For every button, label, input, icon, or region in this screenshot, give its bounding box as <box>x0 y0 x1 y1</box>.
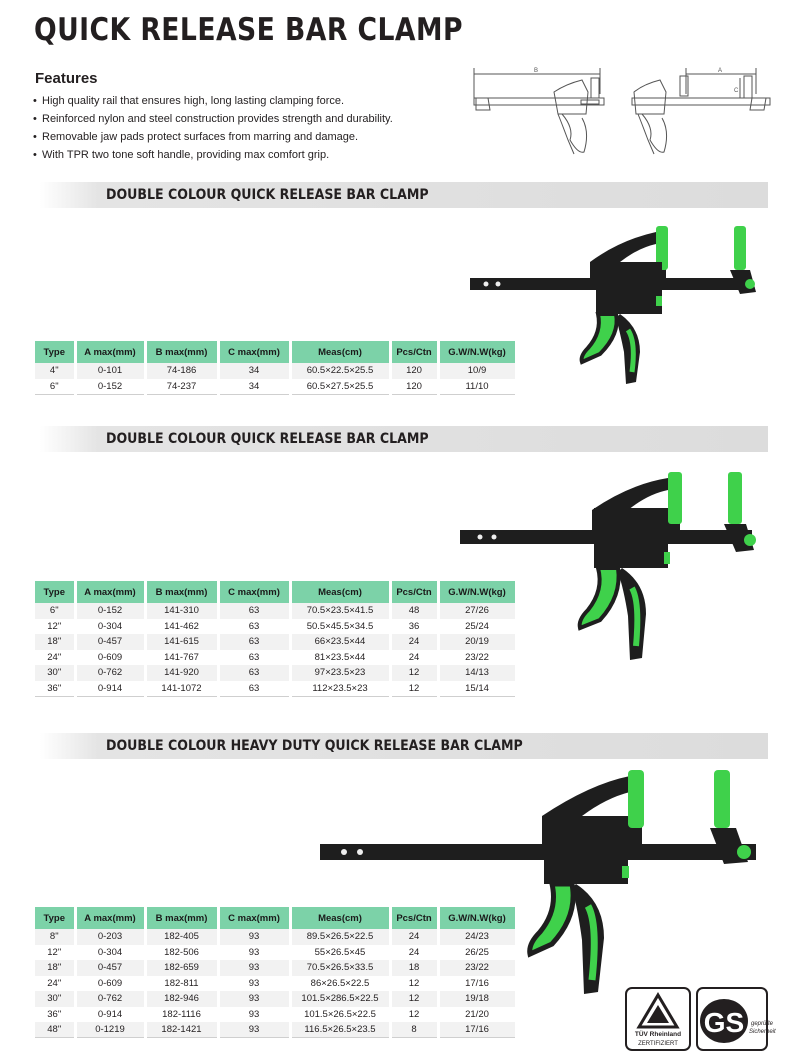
table-cell: 0-609 <box>75 976 145 992</box>
table-cell: 0-304 <box>75 945 145 961</box>
table-cell: 34 <box>218 363 290 379</box>
table-cell: 0-457 <box>75 634 145 650</box>
section-bar-3 <box>40 733 768 759</box>
table-cell: 101.5×26.5×22.5 <box>290 1007 390 1023</box>
table-cell: 0-304 <box>75 619 145 635</box>
table-cell: 182-506 <box>145 945 218 961</box>
table-cell: 0-152 <box>75 379 145 395</box>
table-cell: 25/24 <box>438 619 516 635</box>
table-cell: 70.5×23.5×41.5 <box>290 603 390 619</box>
column-header: C max(mm) <box>218 581 290 603</box>
table-cell: 70.5×26.5×33.5 <box>290 960 390 976</box>
table-cell: 21/20 <box>438 1007 516 1023</box>
table-cell: 101.5×286.5×22.5 <box>290 991 390 1007</box>
table-cell: 12" <box>35 945 75 961</box>
table-cell: 93 <box>218 991 290 1007</box>
table-cell: 74-237 <box>145 379 218 395</box>
table-row <box>35 1007 516 1023</box>
dimension-diagram-ac <box>626 62 776 172</box>
table-cell: 93 <box>218 1007 290 1023</box>
section-bar-2 <box>40 426 768 452</box>
table-row <box>35 665 516 681</box>
table-cell: 18" <box>35 960 75 976</box>
column-header: G.W/N.W(kg) <box>438 341 516 363</box>
table-cell: 27/26 <box>438 603 516 619</box>
table-cell: 4" <box>35 363 75 379</box>
table-cell: 36" <box>35 681 75 697</box>
table-cell: 0-609 <box>75 650 145 666</box>
table-cell: 17/16 <box>438 976 516 992</box>
table-cell: 0-152 <box>75 603 145 619</box>
table-cell: 182-1116 <box>145 1007 218 1023</box>
column-header: G.W/N.W(kg) <box>438 581 516 603</box>
table-cell: 6" <box>35 603 75 619</box>
table-row <box>35 945 516 961</box>
tuv-certification-logo <box>625 987 691 1051</box>
table-cell: 8" <box>35 929 75 945</box>
table-cell: 55×26.5×45 <box>290 945 390 961</box>
table-cell: 12 <box>390 991 438 1007</box>
table-cell: 0-914 <box>75 1007 145 1023</box>
column-header: Pcs/Ctn <box>390 581 438 603</box>
table-cell: 17/16 <box>438 1022 516 1038</box>
gs-sub-1: geprüfte <box>751 1021 774 1027</box>
table-cell: 24" <box>35 650 75 666</box>
table-row <box>35 650 516 666</box>
column-header: B max(mm) <box>145 341 218 363</box>
column-header: Meas(cm) <box>290 907 390 929</box>
table-cell: 93 <box>218 960 290 976</box>
table-cell: 63 <box>218 634 290 650</box>
page-title: QUICK RELEASE BAR CLAMP <box>34 12 463 48</box>
features-heading: Features <box>35 70 98 87</box>
feature-item: • High quality rail that ensures high, long lasting clamping force. <box>33 92 393 110</box>
feature-item: • Removable jaw pads protect surfaces from marring and damage. <box>33 128 393 146</box>
table-row <box>35 634 516 650</box>
column-header: Pcs/Ctn <box>390 341 438 363</box>
feature-item: • Reinforced nylon and steel construction provides strength and durability. <box>33 110 393 128</box>
table-cell: 24 <box>390 634 438 650</box>
table-cell: 0-1219 <box>75 1022 145 1038</box>
table-cell: 23/22 <box>438 650 516 666</box>
diagram-label-a: A <box>718 68 723 74</box>
spec-table-1 <box>35 341 518 395</box>
table-cell: 26/25 <box>438 945 516 961</box>
table-row <box>35 929 516 945</box>
table-cell: 97×23.5×23 <box>290 665 390 681</box>
table-cell: 8 <box>390 1022 438 1038</box>
table-cell: 0-203 <box>75 929 145 945</box>
gs-certification-logo <box>696 987 776 1051</box>
table-cell: 12 <box>390 681 438 697</box>
table-cell: 30" <box>35 991 75 1007</box>
table-cell: 141-1072 <box>145 681 218 697</box>
table-cell: 182-405 <box>145 929 218 945</box>
diagram-label-b: B <box>534 68 539 74</box>
table-row <box>35 960 516 976</box>
table-row <box>35 363 516 379</box>
table-cell: 141-767 <box>145 650 218 666</box>
diagram-label-c: C <box>734 88 739 94</box>
table-cell: 116.5×26.5×23.5 <box>290 1022 390 1038</box>
dimension-diagram-b <box>466 62 616 172</box>
table-cell: 18 <box>390 960 438 976</box>
table-cell: 24 <box>390 650 438 666</box>
column-header: A max(mm) <box>75 341 145 363</box>
column-header: A max(mm) <box>75 907 145 929</box>
table-cell: 63 <box>218 650 290 666</box>
section-title: DOUBLE COLOUR HEAVY DUTY QUICK RELEASE BAR CLAMP <box>106 738 523 754</box>
column-header: Pcs/Ctn <box>390 907 438 929</box>
table-cell: 182-811 <box>145 976 218 992</box>
table-cell: 141-310 <box>145 603 218 619</box>
table-row <box>35 379 516 395</box>
table-cell: 6" <box>35 379 75 395</box>
column-header: Type <box>35 581 75 603</box>
table-cell: 63 <box>218 619 290 635</box>
table-cell: 12 <box>390 1007 438 1023</box>
table-cell: 11/10 <box>438 379 516 395</box>
column-header: B max(mm) <box>145 581 218 603</box>
table-cell: 141-920 <box>145 665 218 681</box>
table-cell: 24" <box>35 976 75 992</box>
table-cell: 120 <box>390 379 438 395</box>
column-header: Meas(cm) <box>290 581 390 603</box>
section-bar-1 <box>40 182 768 208</box>
table-row <box>35 991 516 1007</box>
column-header: B max(mm) <box>145 907 218 929</box>
table-cell: 60.5×27.5×25.5 <box>290 379 390 395</box>
spec-table-3 <box>35 907 518 1038</box>
table-cell: 36 <box>390 619 438 635</box>
table-cell: 182-946 <box>145 991 218 1007</box>
table-cell: 74-186 <box>145 363 218 379</box>
table-cell: 141-615 <box>145 634 218 650</box>
column-header: Type <box>35 907 75 929</box>
table-cell: 93 <box>218 945 290 961</box>
section-title: DOUBLE COLOUR QUICK RELEASE BAR CLAMP <box>106 187 429 203</box>
table-cell: 48 <box>390 603 438 619</box>
table-cell: 23/22 <box>438 960 516 976</box>
table-row <box>35 603 516 619</box>
table-cell: 63 <box>218 681 290 697</box>
table-cell: 93 <box>218 1022 290 1038</box>
table-cell: 60.5×22.5×25.5 <box>290 363 390 379</box>
table-row <box>35 681 516 697</box>
table-cell: 12 <box>390 665 438 681</box>
table-cell: 18" <box>35 634 75 650</box>
table-cell: 0-762 <box>75 991 145 1007</box>
table-cell: 50.5×45.5×34.5 <box>290 619 390 635</box>
features-list <box>33 92 393 164</box>
spec-table-2 <box>35 581 518 697</box>
gs-label: GS <box>703 1007 745 1038</box>
column-header: Meas(cm) <box>290 341 390 363</box>
tuv-sub: ZERTIFIZIERT <box>638 1041 678 1047</box>
table-cell: 63 <box>218 665 290 681</box>
table-cell: 81×23.5×44 <box>290 650 390 666</box>
table-row <box>35 976 516 992</box>
gs-sub-2: Sicherheit <box>749 1029 776 1035</box>
column-header: C max(mm) <box>218 907 290 929</box>
table-cell: 89.5×26.5×22.5 <box>290 929 390 945</box>
section-title: DOUBLE COLOUR QUICK RELEASE BAR CLAMP <box>106 431 429 447</box>
table-cell: 48" <box>35 1022 75 1038</box>
table-cell: 112×23.5×23 <box>290 681 390 697</box>
table-cell: 30" <box>35 665 75 681</box>
table-row <box>35 619 516 635</box>
column-header: A max(mm) <box>75 581 145 603</box>
table-cell: 24/23 <box>438 929 516 945</box>
table-cell: 12 <box>390 976 438 992</box>
table-cell: 66×23.5×44 <box>290 634 390 650</box>
table-cell: 120 <box>390 363 438 379</box>
column-header: C max(mm) <box>218 341 290 363</box>
table-cell: 19/18 <box>438 991 516 1007</box>
table-cell: 34 <box>218 379 290 395</box>
table-cell: 182-1421 <box>145 1022 218 1038</box>
table-cell: 14/13 <box>438 665 516 681</box>
table-cell: 182-659 <box>145 960 218 976</box>
table-cell: 63 <box>218 603 290 619</box>
table-cell: 0-762 <box>75 665 145 681</box>
table-cell: 86×26.5×22.5 <box>290 976 390 992</box>
table-cell: 15/14 <box>438 681 516 697</box>
table-row <box>35 1022 516 1038</box>
column-header: G.W/N.W(kg) <box>438 907 516 929</box>
tuv-label: TÜV Rheinland <box>634 1031 682 1038</box>
table-cell: 0-101 <box>75 363 145 379</box>
column-header: Type <box>35 341 75 363</box>
table-cell: 0-914 <box>75 681 145 697</box>
table-cell: 24 <box>390 929 438 945</box>
table-cell: 36" <box>35 1007 75 1023</box>
table-cell: 24 <box>390 945 438 961</box>
table-cell: 10/9 <box>438 363 516 379</box>
feature-item: • With TPR two tone soft handle, providing max comfort grip. <box>33 146 393 164</box>
table-cell: 0-457 <box>75 960 145 976</box>
table-cell: 20/19 <box>438 634 516 650</box>
table-cell: 12" <box>35 619 75 635</box>
table-cell: 93 <box>218 976 290 992</box>
table-cell: 93 <box>218 929 290 945</box>
table-cell: 141-462 <box>145 619 218 635</box>
